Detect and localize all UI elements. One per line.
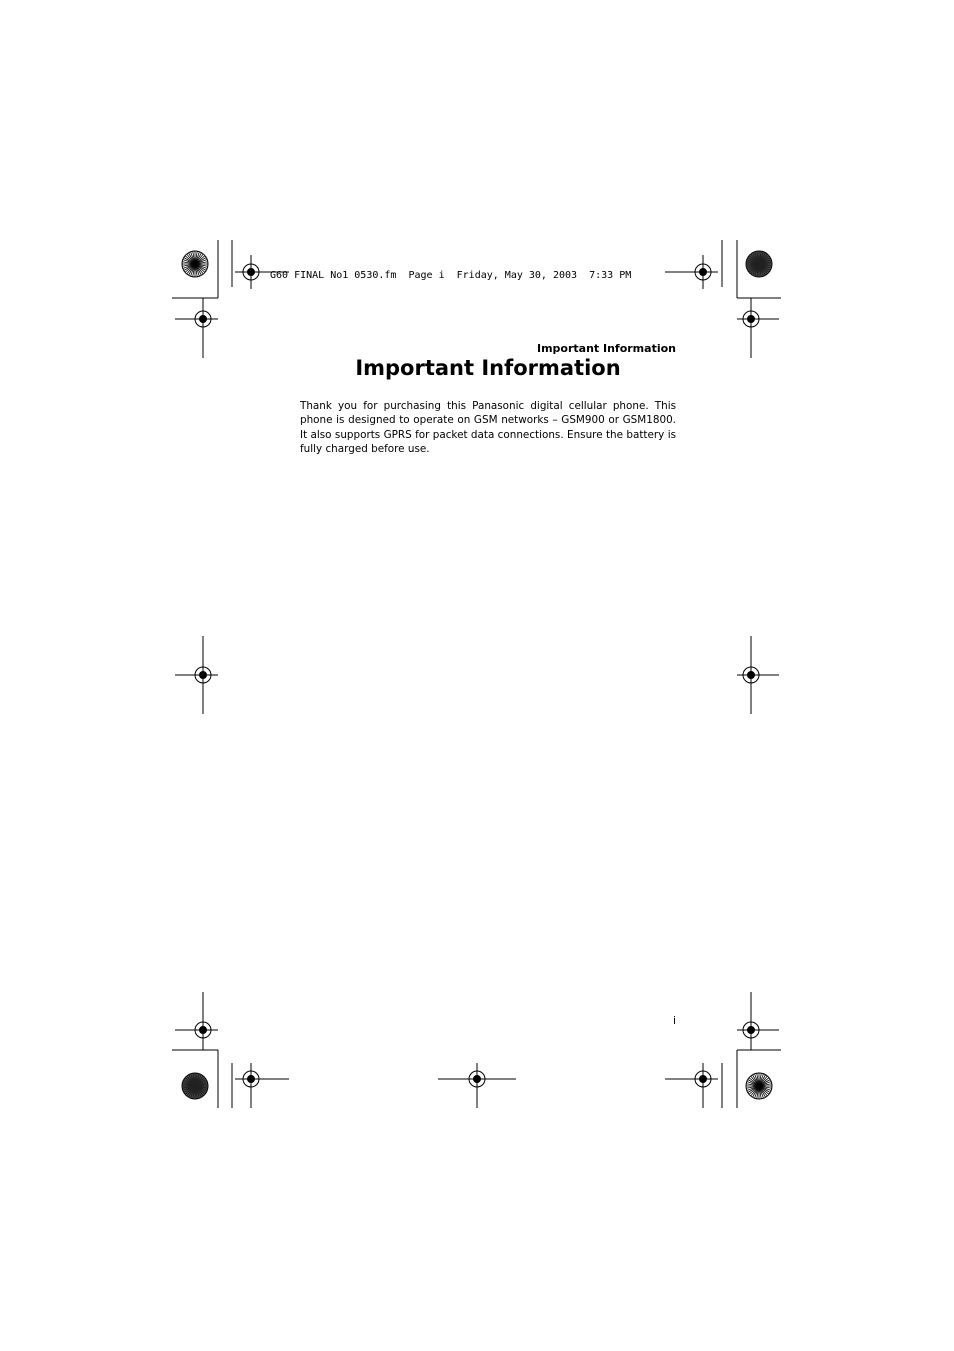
- registration-mark-top-right: [665, 255, 718, 289]
- body-paragraph: Thank you for purchasing this Panasonic digital cellular phone. This phone is designed to operate on GSM networks – GSM900 or GSM1800. It also supports GPRS for packet data connections. Ensure the battery is fully charged before use.: [300, 400, 676, 455]
- registration-mark-bottom-left: [235, 1063, 289, 1108]
- registration-mark-left-middle: [175, 636, 218, 714]
- page-number: i: [673, 1014, 677, 1027]
- star-target-top-right: [746, 251, 772, 277]
- page-title: Important Information: [355, 356, 621, 380]
- star-target-bottom-left: [182, 1073, 208, 1099]
- registration-mark-left-lower: [175, 992, 218, 1050]
- registration-mark-bottom-right: [665, 1063, 718, 1108]
- star-target-top-left: [182, 251, 208, 277]
- star-target-bottom-right: [746, 1073, 772, 1099]
- slug-line: G60 FINAL No1 0530.fm Page i Friday, May 30, 2003 7:33 PM: [270, 270, 632, 281]
- registration-mark-right-lower: [737, 992, 779, 1050]
- registration-mark-left-upper: [175, 298, 218, 358]
- registration-mark-right-upper: [737, 298, 779, 358]
- registration-marks: [175, 255, 779, 1108]
- registration-mark-right-middle: [737, 636, 779, 714]
- running-head: Important Information: [536, 342, 676, 355]
- registration-mark-bottom-center: [438, 1063, 516, 1108]
